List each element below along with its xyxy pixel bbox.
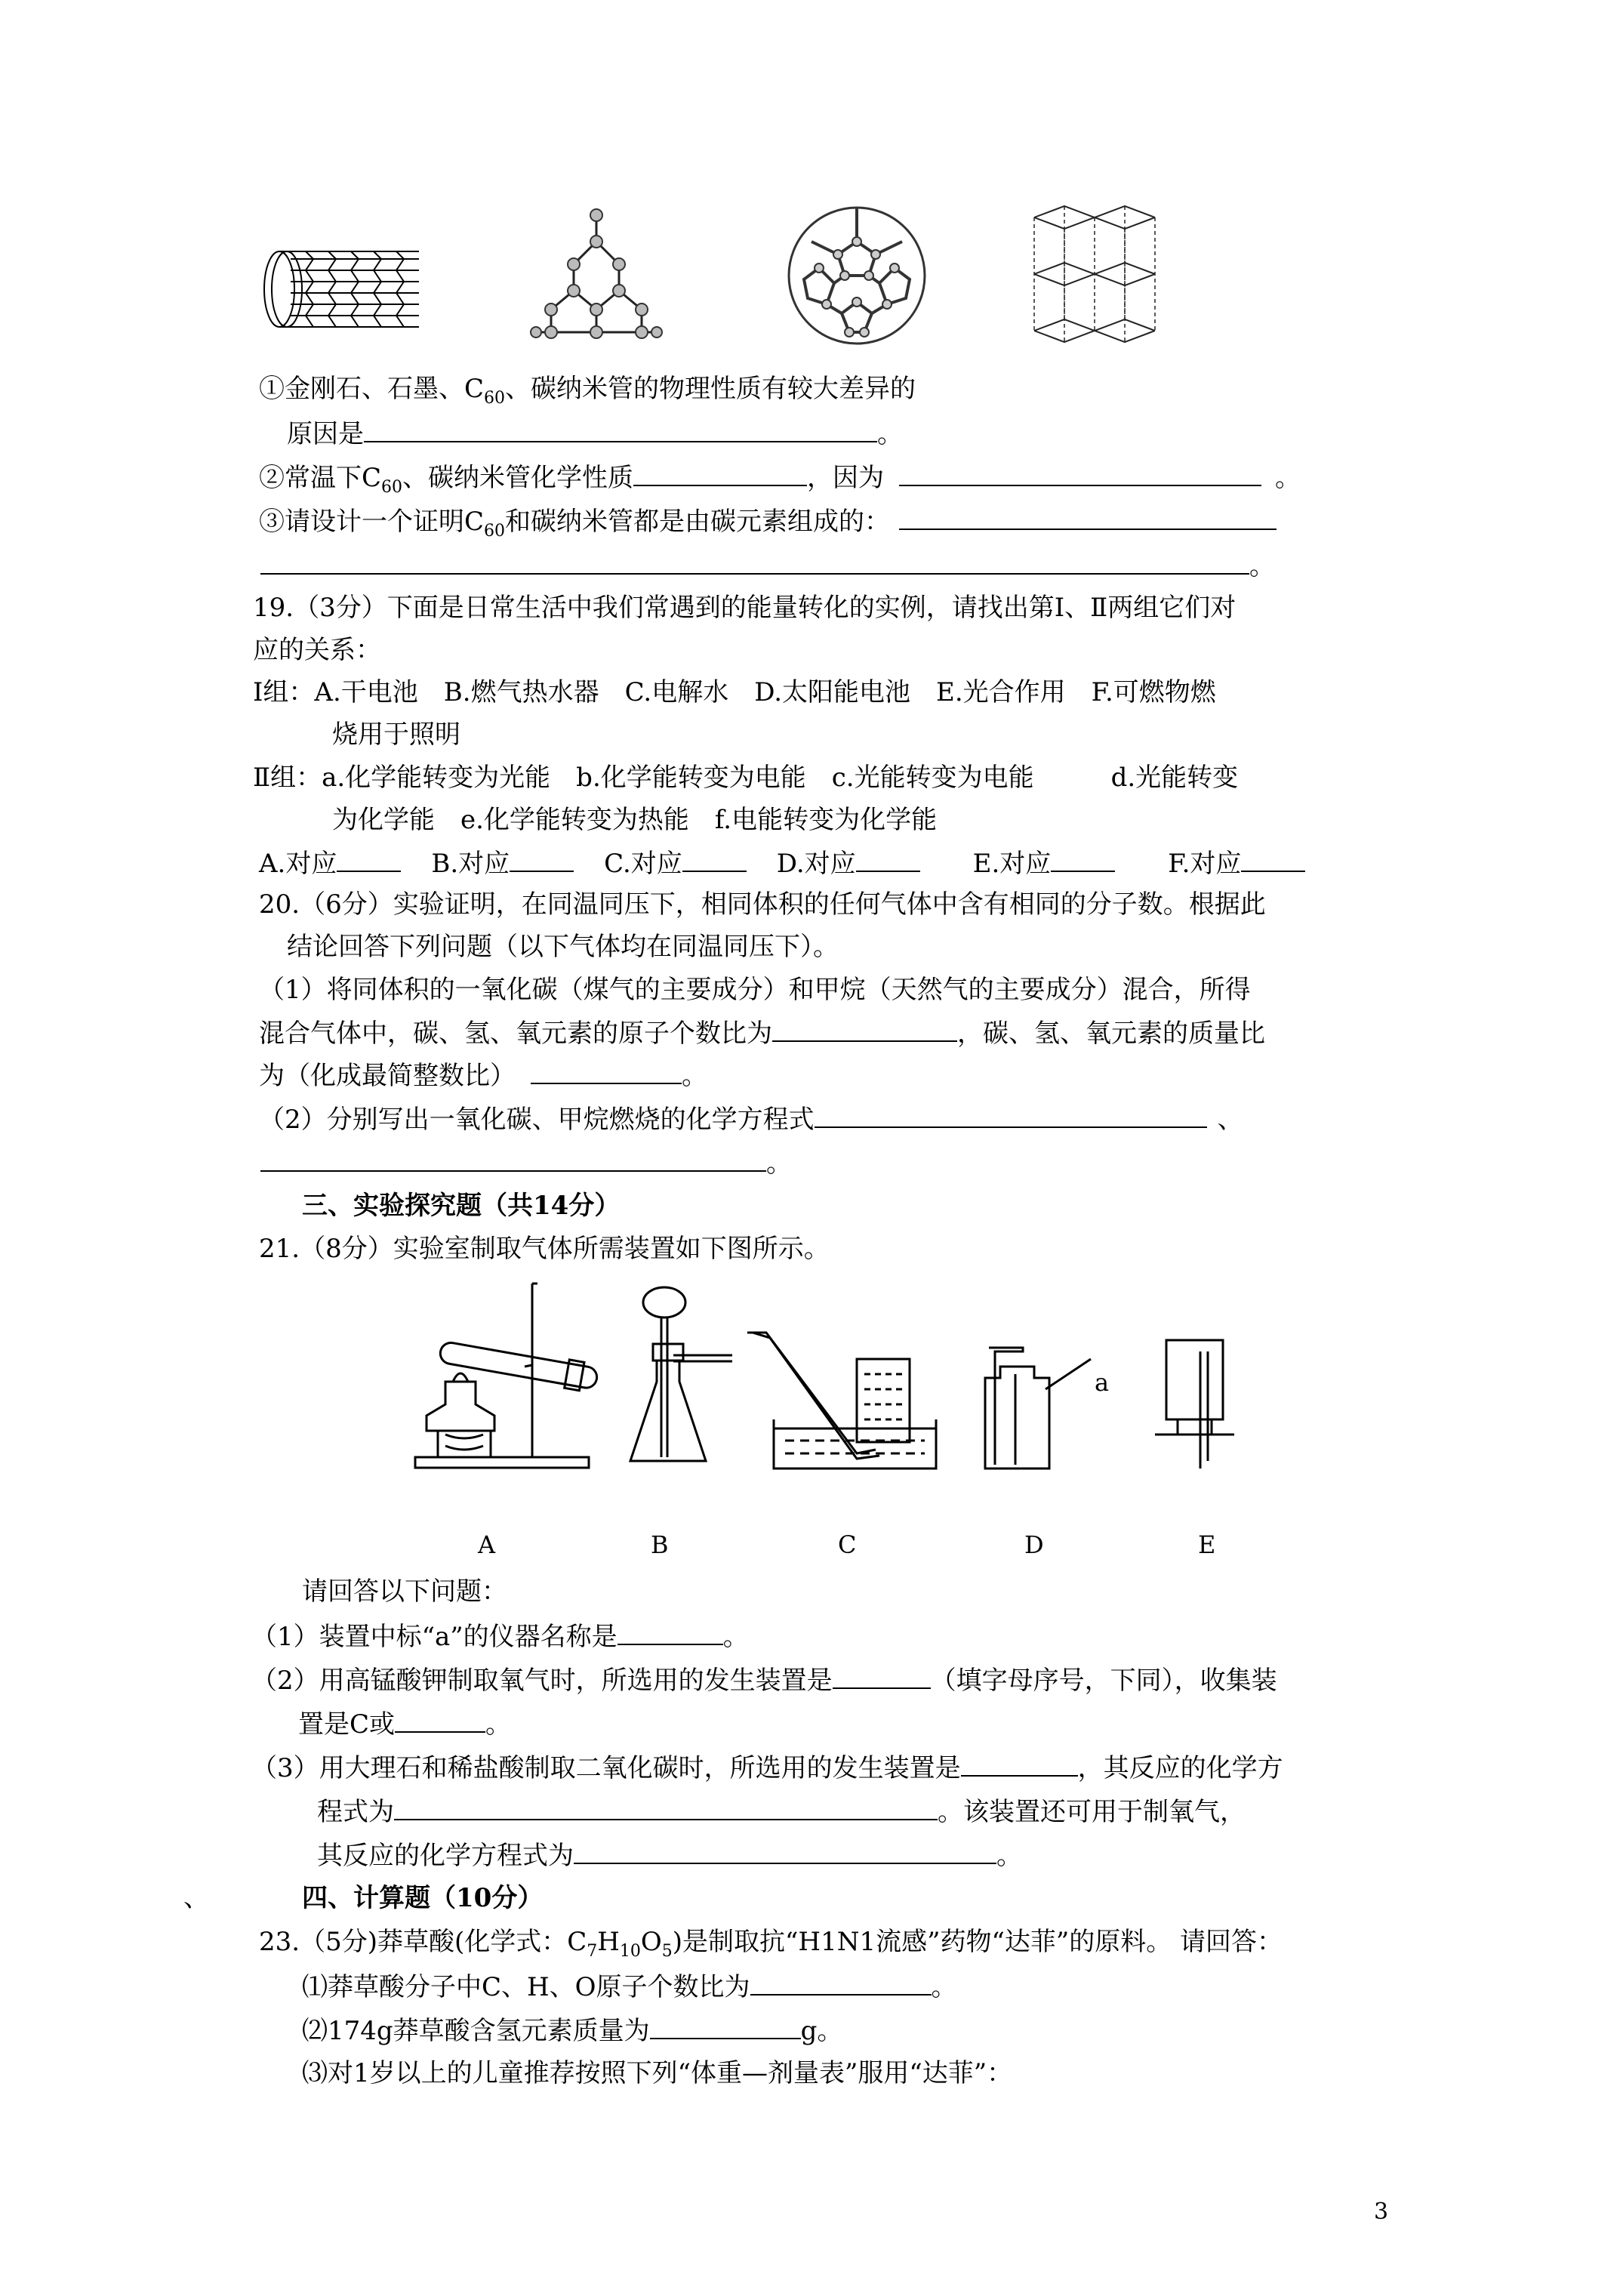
q19-group2-cont: 为化学能 e.化学能转变为热能 f.电能转变为化学能: [332, 805, 938, 835]
graphite-structure-figure: [1019, 195, 1178, 353]
q18-part3-cont: 。: [260, 549, 1275, 582]
apparatus-a-test-tube-heating: [408, 1276, 604, 1472]
q19-stem: 19.（3分）下面是日常生活中我们常遇到的能量转化的实例，请找出第Ⅰ、Ⅱ两组它们对: [253, 593, 1236, 623]
q21-part2: （2）用高锰酸钾制取氧气时，所选用的发生装置是 （填字母序号，下同），收集装: [251, 1663, 1277, 1697]
answer-blank[interactable]: [899, 461, 1261, 486]
apparatus-label: D: [1024, 1530, 1044, 1559]
label-a: a: [1095, 1368, 1110, 1397]
q23-part3: ⑶对1岁以上的儿童推荐按照下列“体重—剂量表”服用“达菲”：: [302, 2058, 1013, 2088]
q19-answers: A.对应 B.对应 C.对应 D.对应 E.对应 F.对应: [259, 846, 1305, 880]
answer-blank[interactable]: [260, 549, 1249, 575]
q18-part2: ②常温下$C_{60}$、碳纳米管化学性质 ，因为 。: [259, 461, 1301, 504]
answer-blank[interactable]: [1241, 846, 1305, 872]
section-4-heading: 四、计算题（10分）: [302, 1883, 544, 1913]
answer-blank[interactable]: [617, 1620, 723, 1645]
q20-part1-cont: 混合气体中，碳、氢、氧元素的原子个数比为 ，碳、氢、氧元素的质量比: [259, 1016, 1265, 1049]
apparatus-b-flask-funnel: [627, 1284, 740, 1472]
q21-part3: （3）用大理石和稀盐酸制取二氧化碳时，所选用的发生装置是 ，其反应的化学方: [251, 1751, 1283, 1784]
nanotube-figure: [260, 240, 427, 338]
apparatus-d-gas-bottle: [981, 1344, 1102, 1472]
q20-part2: （2）分别写出一氧化碳、甲烷燃烧的化学方程式 、: [259, 1102, 1243, 1136]
apparatus-label: C: [838, 1530, 857, 1559]
q20-part1-end: 为（化成最简整数比） 。: [259, 1059, 707, 1092]
q21-prompt: 请回答以下问题：: [302, 1576, 507, 1607]
answer-blank[interactable]: [772, 1016, 957, 1042]
q18-part3: ③请设计一个证明$C_{60}$和碳纳米管都是由碳元素组成的：: [259, 504, 1277, 547]
q19-group1: Ⅰ组：A.干电池 B.燃气热水器 C.电解水 D.太阳能电池 E.光合作用 F.可燃物燃: [253, 677, 1216, 707]
answer-blank[interactable]: [682, 846, 747, 872]
section-4-mark: 、: [183, 1883, 209, 1913]
q20-stem-cont: 结论回答下列问题（以下气体均在同温同压下）。: [287, 932, 839, 962]
section-3-heading: 三、实验探究题（共14分）: [302, 1191, 621, 1221]
answer-blank[interactable]: [395, 1707, 485, 1733]
apparatus-label: A: [478, 1530, 496, 1559]
answer-blank[interactable]: [650, 2014, 801, 2039]
q19-stem-cont: 应的关系：: [253, 635, 381, 665]
q19-group2: Ⅱ组：a.化学能转变为光能 b.化学能转变为电能 c.光能转变为电能 d.光能转变: [253, 763, 1239, 793]
apparatus-label: E: [1198, 1530, 1216, 1559]
answer-blank[interactable]: [1051, 846, 1115, 872]
answer-blank[interactable]: [337, 846, 401, 872]
answer-blank[interactable]: [394, 1795, 938, 1820]
q20-part2-cont: 。: [260, 1146, 792, 1179]
q21-stem: 21.（8分）实验室制取气体所需装置如下图所示。: [259, 1234, 830, 1264]
diamond-structure-figure: [521, 204, 672, 347]
apparatus-c-water-displacement: [744, 1329, 940, 1472]
q21-part3-cont: 程式为 。该装置还可用于制氧气，: [317, 1795, 1246, 1828]
answer-blank[interactable]: [531, 1059, 682, 1084]
c60-fullerene-figure: [781, 200, 932, 351]
answer-blank[interactable]: [856, 846, 920, 872]
q18-reason: 原因是 。: [287, 417, 903, 450]
q21-part3-end: 其反应的化学方程式为 。: [317, 1838, 1022, 1872]
q23-part2: ⑵174g莽草酸含氢元素质量为 g。: [302, 2014, 842, 2047]
q20-part1: （1）将同体积的一氧化碳（煤气的主要成分）和甲烷（天然气的主要成分）混合，所得: [259, 975, 1251, 1005]
q21-part2-cont: 置是C或 。: [298, 1707, 511, 1740]
answer-blank[interactable]: [260, 1146, 766, 1172]
answer-blank[interactable]: [510, 846, 574, 872]
q18-part1: ①金刚石、石墨、$C_{60}$、碳纳米管的物理性质有较大差异的: [259, 374, 916, 408]
page-number: 3: [1374, 2199, 1389, 2225]
q21-part1: （1）装置中标“a”的仪器名称是 。: [251, 1620, 749, 1653]
answer-blank[interactable]: [574, 1838, 996, 1864]
answer-blank[interactable]: [815, 1102, 1207, 1128]
answer-blank[interactable]: [633, 461, 807, 486]
apparatus-label: B: [651, 1530, 669, 1559]
q20-stem: 20.（6分）实验证明，在同温同压下，相同体积的任何气体中含有相同的分子数。根据此: [259, 889, 1266, 920]
answer-blank[interactable]: [364, 417, 877, 442]
answer-blank[interactable]: [750, 1970, 932, 1996]
answer-blank[interactable]: [961, 1751, 1078, 1777]
q23-stem: 23.（5分)莽草酸(化学式：$C_7H_{10}O_5$)是制取抗“H1N1流感”药物“达菲”的原料。 请回答：: [259, 1927, 1283, 1961]
answer-blank[interactable]: [833, 1663, 931, 1689]
q23-part1: ⑴莽草酸分子中C、H、O原子个数比为 。: [302, 1970, 957, 2003]
apparatus-e-inverted-bottle: [1151, 1336, 1242, 1472]
q19-group1-cont: 烧用于照明: [332, 720, 460, 750]
answer-blank[interactable]: [899, 504, 1277, 530]
